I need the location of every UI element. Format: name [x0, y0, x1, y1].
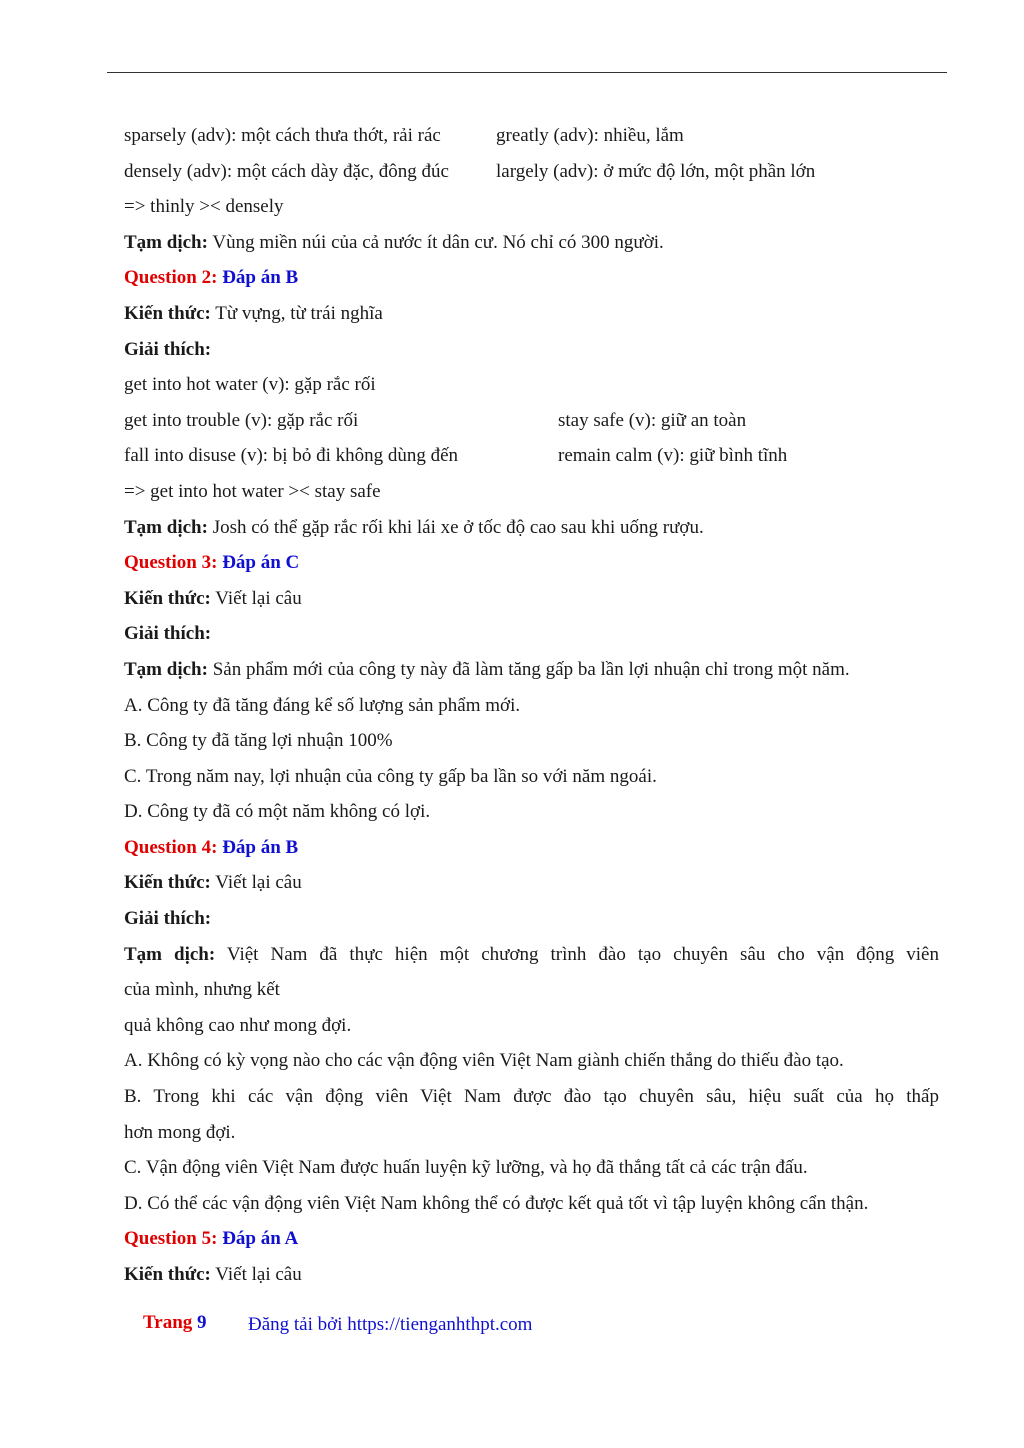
text-line	[124, 1186, 939, 1222]
field-value: Từ vựng, từ trái nghĩa	[210, 302, 383, 324]
question-number: Question 2:	[124, 267, 223, 289]
line-text: C. Trong năm nay, lợi nhuận của công ty gấp ba lần so với năm ngoái.	[124, 765, 657, 787]
section-label: Giải thích:	[124, 338, 212, 360]
question-heading	[124, 830, 939, 866]
answer-key: Đáp án C	[222, 552, 300, 574]
text-line	[124, 794, 939, 830]
line-text: C. Vận động viên Việt Nam được huấn luyện kỹ lưỡng, và họ đã thắng tất cả các trận đấu.	[124, 1157, 808, 1179]
section-label: Giải thích:	[124, 908, 212, 930]
text-line	[124, 1257, 939, 1293]
text-line	[124, 1043, 939, 1079]
text-line	[124, 474, 939, 510]
field-label: Kiến thức:	[124, 1264, 211, 1285]
line-text: của mình, nhưng kết	[124, 979, 280, 1001]
field-label: Tạm dịch:	[124, 658, 208, 680]
text-line	[124, 438, 939, 474]
text-line	[124, 1008, 939, 1044]
line-text: B. Trong khi các vận động viên Việt Nam được đào tạo chuyên sâu, hiệu suất của họ thấp	[124, 1086, 939, 1108]
column-left-text: sparsely (adv): một cách thưa thớt, rải rác	[124, 125, 441, 146]
text-line	[124, 865, 939, 901]
text-line	[124, 723, 939, 759]
document-body	[124, 118, 939, 1293]
text-line	[124, 367, 939, 403]
line-text: hơn mong đợi.	[124, 1121, 236, 1143]
text-line	[124, 154, 939, 190]
text-line	[124, 759, 939, 795]
answer-key: Đáp án B	[222, 836, 299, 858]
question-number: Question 3:	[124, 552, 223, 574]
field-value: Việt Nam đã thực hiện một chương trình đào tạo chuyên sâu cho vận động viên	[215, 943, 939, 965]
column-right-text: remain calm (v): giữ bình tĩnh	[558, 445, 788, 467]
field-label: Kiến thức:	[124, 587, 211, 609]
field-value: Viết lại câu	[210, 1264, 302, 1285]
line-text: B. Công ty đã tăng lợi nhuận 100%	[124, 730, 393, 752]
field-label: Tạm dịch:	[124, 516, 208, 538]
section-label: Giải thích:	[124, 623, 212, 645]
field-value: Vùng miền núi của cả nước ít dân cư. Nó chỉ có 300 người.	[207, 231, 664, 253]
field-label: Tạm dịch:	[124, 943, 216, 965]
text-line	[124, 1150, 939, 1186]
text-line	[124, 332, 939, 368]
question-number: Question 5:	[124, 1228, 223, 1250]
text-line	[124, 189, 939, 225]
field-label: Kiến thức:	[124, 302, 211, 324]
field-value: Sản phẩm mới của công ty này đã làm tăng gấp ba lần lợi nhuận chỉ trong một năm.	[207, 658, 850, 680]
text-line	[124, 901, 939, 937]
column-left-text: fall into disuse (v): bị bỏ đi không dùng đến	[124, 445, 459, 467]
answer-key: Đáp án B	[222, 267, 299, 289]
text-line	[124, 937, 939, 973]
question-heading	[124, 1221, 939, 1257]
uploaded-by-link[interactable]: Đăng tải bởi https://tienganhthpt.com	[248, 1314, 533, 1335]
column-right-text: largely (adv): ở mức độ lớn, một phần lớn	[496, 160, 816, 182]
text-line	[124, 581, 939, 617]
field-value: Viết lại câu	[210, 587, 302, 609]
field-label: Tạm dịch:	[124, 231, 208, 253]
line-text: get into hot water (v): gặp rắc rối	[124, 374, 376, 396]
text-line	[124, 1079, 939, 1115]
page-label: Trang 9	[143, 1312, 207, 1333]
text-line	[124, 510, 939, 546]
text-line	[124, 296, 939, 332]
text-line	[124, 225, 939, 261]
text-line	[124, 1115, 939, 1151]
text-line	[124, 616, 939, 652]
page-footer	[0, 1312, 1024, 1348]
text-line	[124, 403, 939, 439]
header-rule	[107, 72, 947, 73]
line-text: quả không cao như mong đợi.	[124, 1014, 352, 1036]
line-text: D. Công ty đã có một năm không có lợi.	[124, 801, 431, 823]
line-text: A. Công ty đã tăng đáng kể số lượng sản phẩm mới.	[124, 694, 521, 716]
field-value: Josh có thể gặp rắc rối khi lái xe ở tốc độ cao sau khi uống rượu.	[207, 516, 704, 538]
field-value: Viết lại câu	[210, 872, 302, 894]
line-text: D. Có thể các vận động viên Việt Nam không thể có được kết quả tốt vì tập luyện không cẩn thận.	[124, 1192, 869, 1214]
question-heading	[124, 545, 939, 581]
text-line	[124, 972, 939, 1008]
question-heading	[124, 260, 939, 296]
column-right-text: greatly (adv): nhiều, lắm	[496, 125, 684, 146]
field-label: Kiến thức:	[124, 872, 211, 894]
column-left-text: get into trouble (v): gặp rắc rối	[124, 409, 359, 431]
answer-key: Đáp án A	[222, 1228, 299, 1250]
line-text: => thinly >< densely	[124, 196, 284, 218]
page-number: 9	[197, 1312, 207, 1333]
text-line	[124, 688, 939, 724]
text-line	[124, 652, 939, 688]
text-line	[124, 118, 939, 154]
question-number: Question 4:	[124, 836, 223, 858]
column-left-text: densely (adv): một cách dày đặc, đông đúc	[124, 160, 449, 182]
column-right-text: stay safe (v): giữ an toàn	[558, 409, 747, 431]
line-text: => get into hot water >< stay safe	[124, 480, 381, 502]
line-text: A. Không có kỳ vọng nào cho các vận động viên Việt Nam giành chiến thắng do thiếu đào tạo.	[124, 1050, 844, 1072]
